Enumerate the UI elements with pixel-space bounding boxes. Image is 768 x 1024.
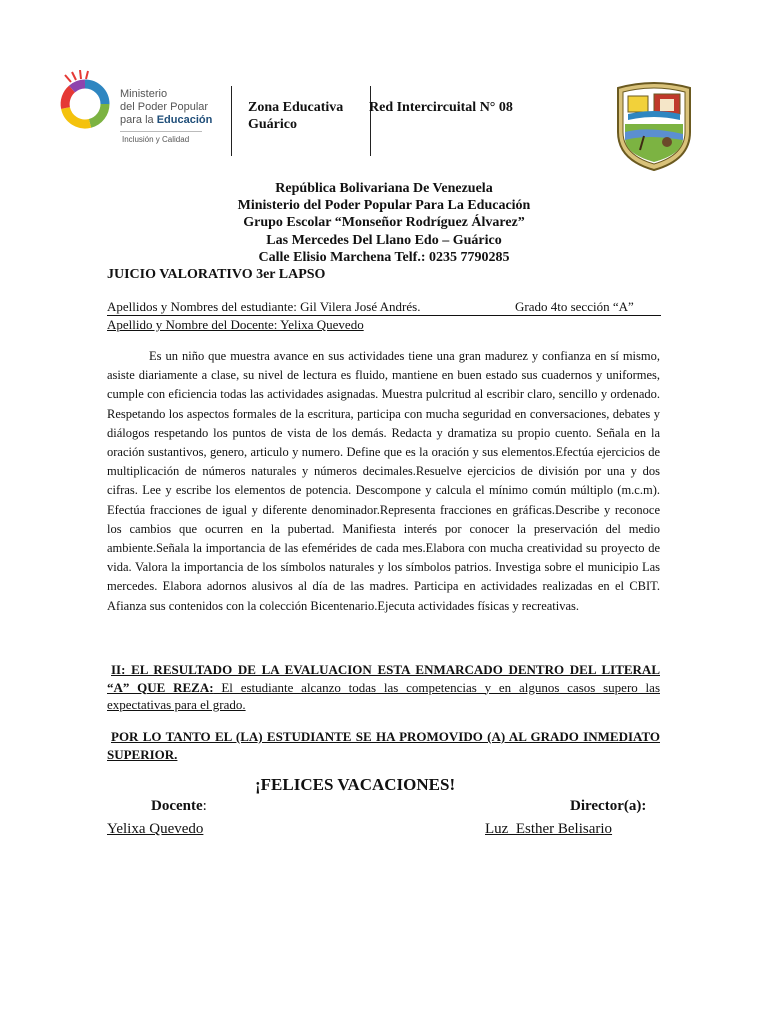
header-divider-left xyxy=(231,86,232,156)
document-title: JUICIO VALORATIVO 3er LAPSO xyxy=(107,267,326,282)
ministry-logo-line3b: Educación xyxy=(156,114,213,126)
red-intercircuital: Red Intercircuital N° 08 xyxy=(369,100,513,115)
evaluation-paragraph: Es un niño que muestra avance en sus actividades tiene una gran madurez y confianza en sí mismo, asiste diariamente a clase, su nivel de lectura es fluido, mantiene en buen estado sus cuadernos y uniformes, cumple con eficiencia todas las actividades asignadas. Muestra pulcritud al escribir claro, sencillo y ordenado. Respetando los aspectos formales de la escritura, participa con mucha seguridad en conversaciones, debates y diálogos respetando los puntos de vista de los demás. Redacta y dramatiza su propio cuento. Señala en la oración sustantivos, genero, articulo y numero. Define que es la oración y sus elementos.Efectúa ejercicios de multiplicación de números naturales y números decimales.Resuelve ejercicios de división por una y dos cifras. Lee y escribe los elementos de potencia. Descompone y calcula el mínimo común múltiplo (m.c.m). Efectúa fracciones de igual y diferente denominador.Representa fracciones en gráficas.Describe y reconoce los cambios que ocurren en la pubertad. Manifiesta interés por conocer la preservación del medio ambiente.Señala la importancia de las efemérides de cada mes.Elabora con mucha creatividad su proyecto de vida. Valora la importancia de los símbolos naturales y los símbolos patrios. Investiga sobre el municipio Las mercedes. Elabora adornos alusivos al día de las madres. Participa en actividades realizadas en el CBIT. Afianza sus contenidos con la colección Bicentenario.Ejecuta actividades físicas y recreativas. xyxy=(107,349,660,613)
student-info-underline xyxy=(107,315,661,316)
student-name-line: Apellidos y Nombres del estudiante: Gil Vilera José Andrés. xyxy=(107,299,421,314)
docente-name: Yelixa Quevedo xyxy=(107,821,204,837)
ministry-logo-line2: del Poder Popular xyxy=(120,101,209,113)
ministry-logo-line3a: para la xyxy=(120,114,157,126)
greeting: ¡FELICES VACACIONES! xyxy=(255,775,456,794)
docente-label-colon: : xyxy=(202,798,207,814)
ministry-logo-ring-icon xyxy=(52,70,118,140)
school-crest-icon xyxy=(612,80,696,172)
ministry-logo xyxy=(52,70,222,150)
zona-educativa-line2: Guárico xyxy=(248,117,297,132)
docente-label xyxy=(151,797,207,816)
promotion-statement: POR LO TANTO EL (LA) ESTUDIANTE SE HA PROMOVIDO (A) AL GRADO INMEDIATO SUPERIOR. xyxy=(107,729,660,762)
ministry-logo-line3 xyxy=(120,114,212,126)
ministry-logo-tagline: Inclusión y Calidad xyxy=(122,135,190,144)
result-paragraph xyxy=(107,661,660,714)
teacher-name-line: Apellido y Nombre del Docente: Yelixa Quevedo xyxy=(107,317,364,332)
institution-line1: República Bolivariana De Venezuela xyxy=(275,181,493,196)
director-label: Director(a): xyxy=(570,798,647,814)
director-name: Luz Esther Belisario xyxy=(485,821,613,837)
header-divider-right xyxy=(370,86,371,156)
institution-line5: Calle Elisio Marchena Telf.: 0235 7790285 xyxy=(258,250,510,265)
institution-line3: Grupo Escolar “Monseñor Rodríguez Álvarez” xyxy=(243,215,525,230)
result-normal-text: El estudiante alcanzo todas las competencias y en algunos casos supero las expectativas para el grado. xyxy=(107,679,660,712)
zona-educativa-line1: Zona Educativa xyxy=(248,100,344,115)
student-grade: Grado 4to sección “A” xyxy=(515,299,634,314)
institution-line2: Ministerio del Poder Popular Para La Educación xyxy=(237,198,531,213)
ministry-logo-divider xyxy=(120,131,202,132)
institution-line4: Las Mercedes Del Llano Edo – Guárico xyxy=(266,233,502,248)
ministry-logo-line1: Ministerio xyxy=(120,88,168,100)
docente-label-text: Docente xyxy=(151,798,203,814)
result-bold-text: II: EL RESULTADO DE LA EVALUACION ESTA ENMARCADO DENTRO DEL LITERAL “A” QUE REZA: xyxy=(107,662,660,695)
